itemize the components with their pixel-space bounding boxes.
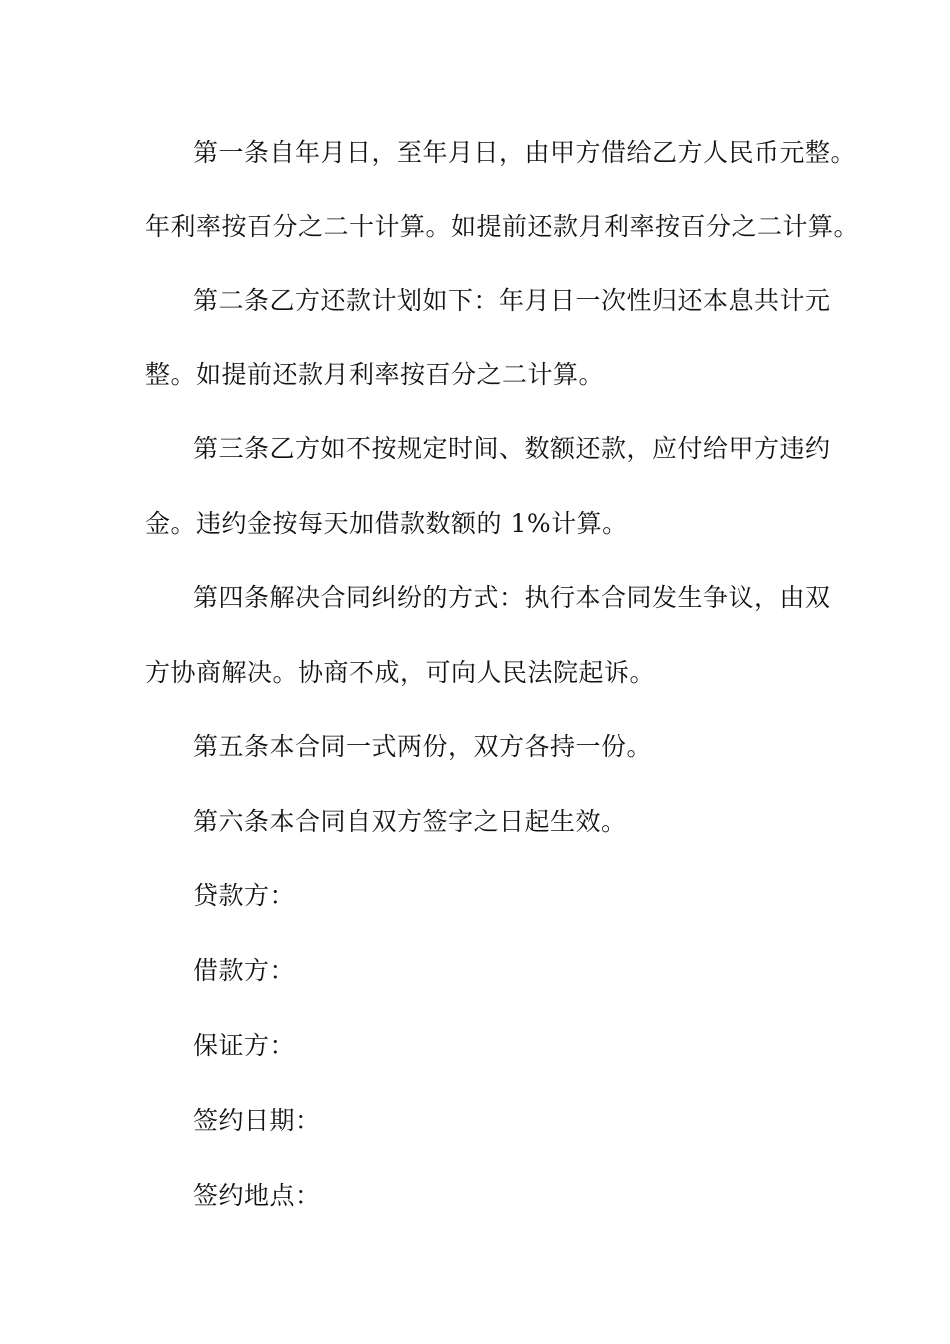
article-3-line-2: 金。违约金按每天加借款数额的 1%计算。 <box>145 509 628 538</box>
article-2-line-2: 整。如提前还款月利率按百分之二计算。 <box>145 360 605 389</box>
article-6-line: 第六条本合同自双方签字之日起生效。 <box>193 807 627 836</box>
borrower-signature-label: 借款方： <box>193 956 296 985</box>
guarantor-signature-label: 保证方： <box>193 1031 296 1060</box>
article-4-line-1: 第四条解决合同纠纷的方式：执行本合同发生争议，由双 <box>193 583 831 612</box>
article-4-line-2: 方协商解决。协商不成，可向人民法院起诉。 <box>145 658 656 687</box>
article-3-line-1: 第三条乙方如不按规定时间、数额还款，应付给甲方违约 <box>193 434 831 463</box>
lender-signature-label: 贷款方： <box>193 881 296 910</box>
article-5-line: 第五条本合同一式两份，双方各持一份。 <box>193 732 653 761</box>
article-1-line-2: 年利率按百分之二十计算。如提前还款月利率按百分之二计算。 <box>145 212 860 241</box>
signing-date-label: 签约日期： <box>193 1106 321 1135</box>
signing-place-label: 签约地点： <box>193 1181 321 1210</box>
article-2-line-1: 第二条乙方还款计划如下：年月日一次性归还本息共计元 <box>193 286 831 315</box>
article-1-line-1: 第一条自年月日，至年月日，由甲方借给乙方人民币元整。 <box>193 138 857 167</box>
